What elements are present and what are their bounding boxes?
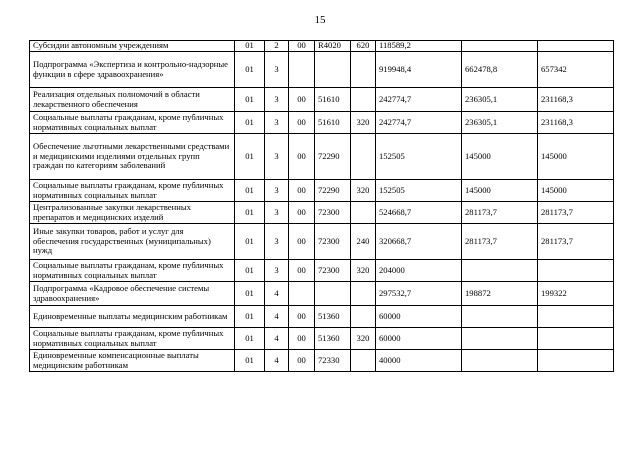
cell-y2: 198872 bbox=[462, 282, 538, 306]
table-row bbox=[30, 306, 614, 328]
cell-csr: R4020 bbox=[315, 41, 351, 52]
cell-y2 bbox=[462, 41, 538, 52]
table-row bbox=[30, 88, 614, 112]
cell-y3: 145000 bbox=[538, 134, 614, 180]
cell-csr: 72330 bbox=[315, 350, 351, 372]
cell-pr: 3 bbox=[265, 88, 289, 112]
cell-pr: 4 bbox=[265, 306, 289, 328]
cell-t1: 00 bbox=[289, 306, 315, 328]
cell-rz: 01 bbox=[235, 134, 265, 180]
cell-csr: 72300 bbox=[315, 202, 351, 224]
cell-y1: 297532,7 bbox=[376, 282, 462, 306]
cell-y1: 60000 bbox=[376, 306, 462, 328]
cell-t1: 00 bbox=[289, 88, 315, 112]
cell-pr: 3 bbox=[265, 224, 289, 260]
cell-y2 bbox=[462, 260, 538, 282]
cell-y2: 662478,8 bbox=[462, 52, 538, 88]
table-row bbox=[30, 41, 614, 52]
cell-name: Единовременные выплаты медицинским работникам bbox=[30, 306, 235, 328]
table-row bbox=[30, 224, 614, 260]
cell-rz: 01 bbox=[235, 260, 265, 282]
cell-pr: 3 bbox=[265, 202, 289, 224]
cell-name: Социальные выплаты гражданам, кроме публичных нормативных социальных выплат bbox=[30, 180, 235, 202]
cell-name: Социальные выплаты гражданам, кроме публичных нормативных социальных выплат bbox=[30, 112, 235, 134]
cell-pr: 3 bbox=[265, 260, 289, 282]
cell-name: Обеспечение льготными лекарственными средствами и медицинскими изделиями отдельных групп граждан по категориям заболеваний bbox=[30, 134, 235, 180]
cell-csr: 72300 bbox=[315, 224, 351, 260]
cell-rz: 01 bbox=[235, 180, 265, 202]
cell-y1: 242774,7 bbox=[376, 112, 462, 134]
cell-name: Подпрограмма «Экспертиза и контрольно-надзорные функции в сфере здравоохранения» bbox=[30, 52, 235, 88]
cell-y3: 657342 bbox=[538, 52, 614, 88]
cell-y3: 145000 bbox=[538, 180, 614, 202]
cell-y3 bbox=[538, 350, 614, 372]
cell-csr: 72290 bbox=[315, 180, 351, 202]
cell-vr: 240 bbox=[351, 224, 376, 260]
cell-csr: 51610 bbox=[315, 88, 351, 112]
cell-y1: 242774,7 bbox=[376, 88, 462, 112]
cell-y2 bbox=[462, 306, 538, 328]
cell-y3: 199322 bbox=[538, 282, 614, 306]
cell-y1: 320668,7 bbox=[376, 224, 462, 260]
cell-y3: 231168,3 bbox=[538, 112, 614, 134]
cell-y3: 281173,7 bbox=[538, 224, 614, 260]
cell-t1 bbox=[289, 52, 315, 88]
cell-t1: 00 bbox=[289, 41, 315, 52]
cell-rz: 01 bbox=[235, 41, 265, 52]
table-row bbox=[30, 52, 614, 88]
cell-y2: 145000 bbox=[462, 180, 538, 202]
cell-t1: 00 bbox=[289, 202, 315, 224]
cell-csr: 51360 bbox=[315, 306, 351, 328]
cell-rz: 01 bbox=[235, 88, 265, 112]
cell-y1: 204000 bbox=[376, 260, 462, 282]
table-row bbox=[30, 282, 614, 306]
cell-t1: 00 bbox=[289, 134, 315, 180]
table-row bbox=[30, 134, 614, 180]
budget-table bbox=[29, 40, 614, 372]
cell-y2: 281173,7 bbox=[462, 224, 538, 260]
cell-rz: 01 bbox=[235, 202, 265, 224]
table-row bbox=[30, 112, 614, 134]
cell-name: Социальные выплаты гражданам, кроме публичных нормативных социальных выплат bbox=[30, 260, 235, 282]
cell-rz: 01 bbox=[235, 306, 265, 328]
cell-rz: 01 bbox=[235, 282, 265, 306]
table-row bbox=[30, 350, 614, 372]
cell-vr bbox=[351, 134, 376, 180]
cell-y2 bbox=[462, 328, 538, 350]
cell-y1: 118589,2 bbox=[376, 41, 462, 52]
cell-csr: 72290 bbox=[315, 134, 351, 180]
cell-t1: 00 bbox=[289, 260, 315, 282]
cell-vr bbox=[351, 202, 376, 224]
cell-rz: 01 bbox=[235, 52, 265, 88]
cell-name: Реализация отдельных полномочий в области лекарственного обеспечения bbox=[30, 88, 235, 112]
table-row bbox=[30, 202, 614, 224]
cell-y2: 236305,1 bbox=[462, 88, 538, 112]
cell-y3 bbox=[538, 41, 614, 52]
cell-vr: 320 bbox=[351, 180, 376, 202]
cell-y3 bbox=[538, 328, 614, 350]
cell-pr: 3 bbox=[265, 134, 289, 180]
table-row bbox=[30, 328, 614, 350]
cell-y2: 236305,1 bbox=[462, 112, 538, 134]
cell-y3 bbox=[538, 306, 614, 328]
table-row bbox=[30, 260, 614, 282]
cell-name: Иные закупки товаров, работ и услуг для обеспечения государственных (муниципальных) нужд bbox=[30, 224, 235, 260]
cell-pr: 4 bbox=[265, 328, 289, 350]
cell-t1: 00 bbox=[289, 180, 315, 202]
cell-rz: 01 bbox=[235, 224, 265, 260]
cell-csr: 51360 bbox=[315, 328, 351, 350]
cell-y3 bbox=[538, 260, 614, 282]
cell-pr: 3 bbox=[265, 180, 289, 202]
cell-rz: 01 bbox=[235, 112, 265, 134]
cell-vr: 320 bbox=[351, 260, 376, 282]
cell-y1: 919948,4 bbox=[376, 52, 462, 88]
cell-t1: 00 bbox=[289, 350, 315, 372]
cell-pr: 4 bbox=[265, 350, 289, 372]
cell-name: Централизованные закупки лекарственных препаратов и медицинских изделий bbox=[30, 202, 235, 224]
cell-vr: 620 bbox=[351, 41, 376, 52]
cell-y1: 40000 bbox=[376, 350, 462, 372]
cell-vr: 320 bbox=[351, 112, 376, 134]
cell-vr bbox=[351, 52, 376, 88]
cell-y1: 60000 bbox=[376, 328, 462, 350]
cell-y3: 231168,3 bbox=[538, 88, 614, 112]
cell-y1: 152505 bbox=[376, 134, 462, 180]
cell-csr bbox=[315, 282, 351, 306]
page-number: 15 bbox=[314, 14, 326, 26]
cell-csr: 51610 bbox=[315, 112, 351, 134]
cell-csr bbox=[315, 52, 351, 88]
cell-y2: 281173,7 bbox=[462, 202, 538, 224]
cell-name: Подпрограмма «Кадровое обеспечение системы здравоохранения» bbox=[30, 282, 235, 306]
cell-y2 bbox=[462, 350, 538, 372]
table-row bbox=[30, 180, 614, 202]
cell-name: Субсидии автономным учреждениям bbox=[30, 41, 235, 52]
cell-vr: 320 bbox=[351, 328, 376, 350]
cell-vr bbox=[351, 350, 376, 372]
cell-csr: 72300 bbox=[315, 260, 351, 282]
cell-t1: 00 bbox=[289, 112, 315, 134]
cell-pr: 3 bbox=[265, 52, 289, 88]
cell-vr bbox=[351, 88, 376, 112]
cell-pr: 3 bbox=[265, 112, 289, 134]
cell-t1 bbox=[289, 282, 315, 306]
cell-pr: 4 bbox=[265, 282, 289, 306]
cell-rz: 01 bbox=[235, 328, 265, 350]
cell-y1: 524668,7 bbox=[376, 202, 462, 224]
cell-name: Социальные выплаты гражданам, кроме публичных нормативных социальных выплат bbox=[30, 328, 235, 350]
cell-y3: 281173,7 bbox=[538, 202, 614, 224]
cell-name: Единовременные компенсационные выплаты медицинским работникам bbox=[30, 350, 235, 372]
cell-pr: 2 bbox=[265, 41, 289, 52]
cell-rz: 01 bbox=[235, 350, 265, 372]
cell-t1: 00 bbox=[289, 328, 315, 350]
cell-y1: 152505 bbox=[376, 180, 462, 202]
cell-y2: 145000 bbox=[462, 134, 538, 180]
cell-vr bbox=[351, 306, 376, 328]
cell-t1: 00 bbox=[289, 224, 315, 260]
cell-vr bbox=[351, 282, 376, 306]
